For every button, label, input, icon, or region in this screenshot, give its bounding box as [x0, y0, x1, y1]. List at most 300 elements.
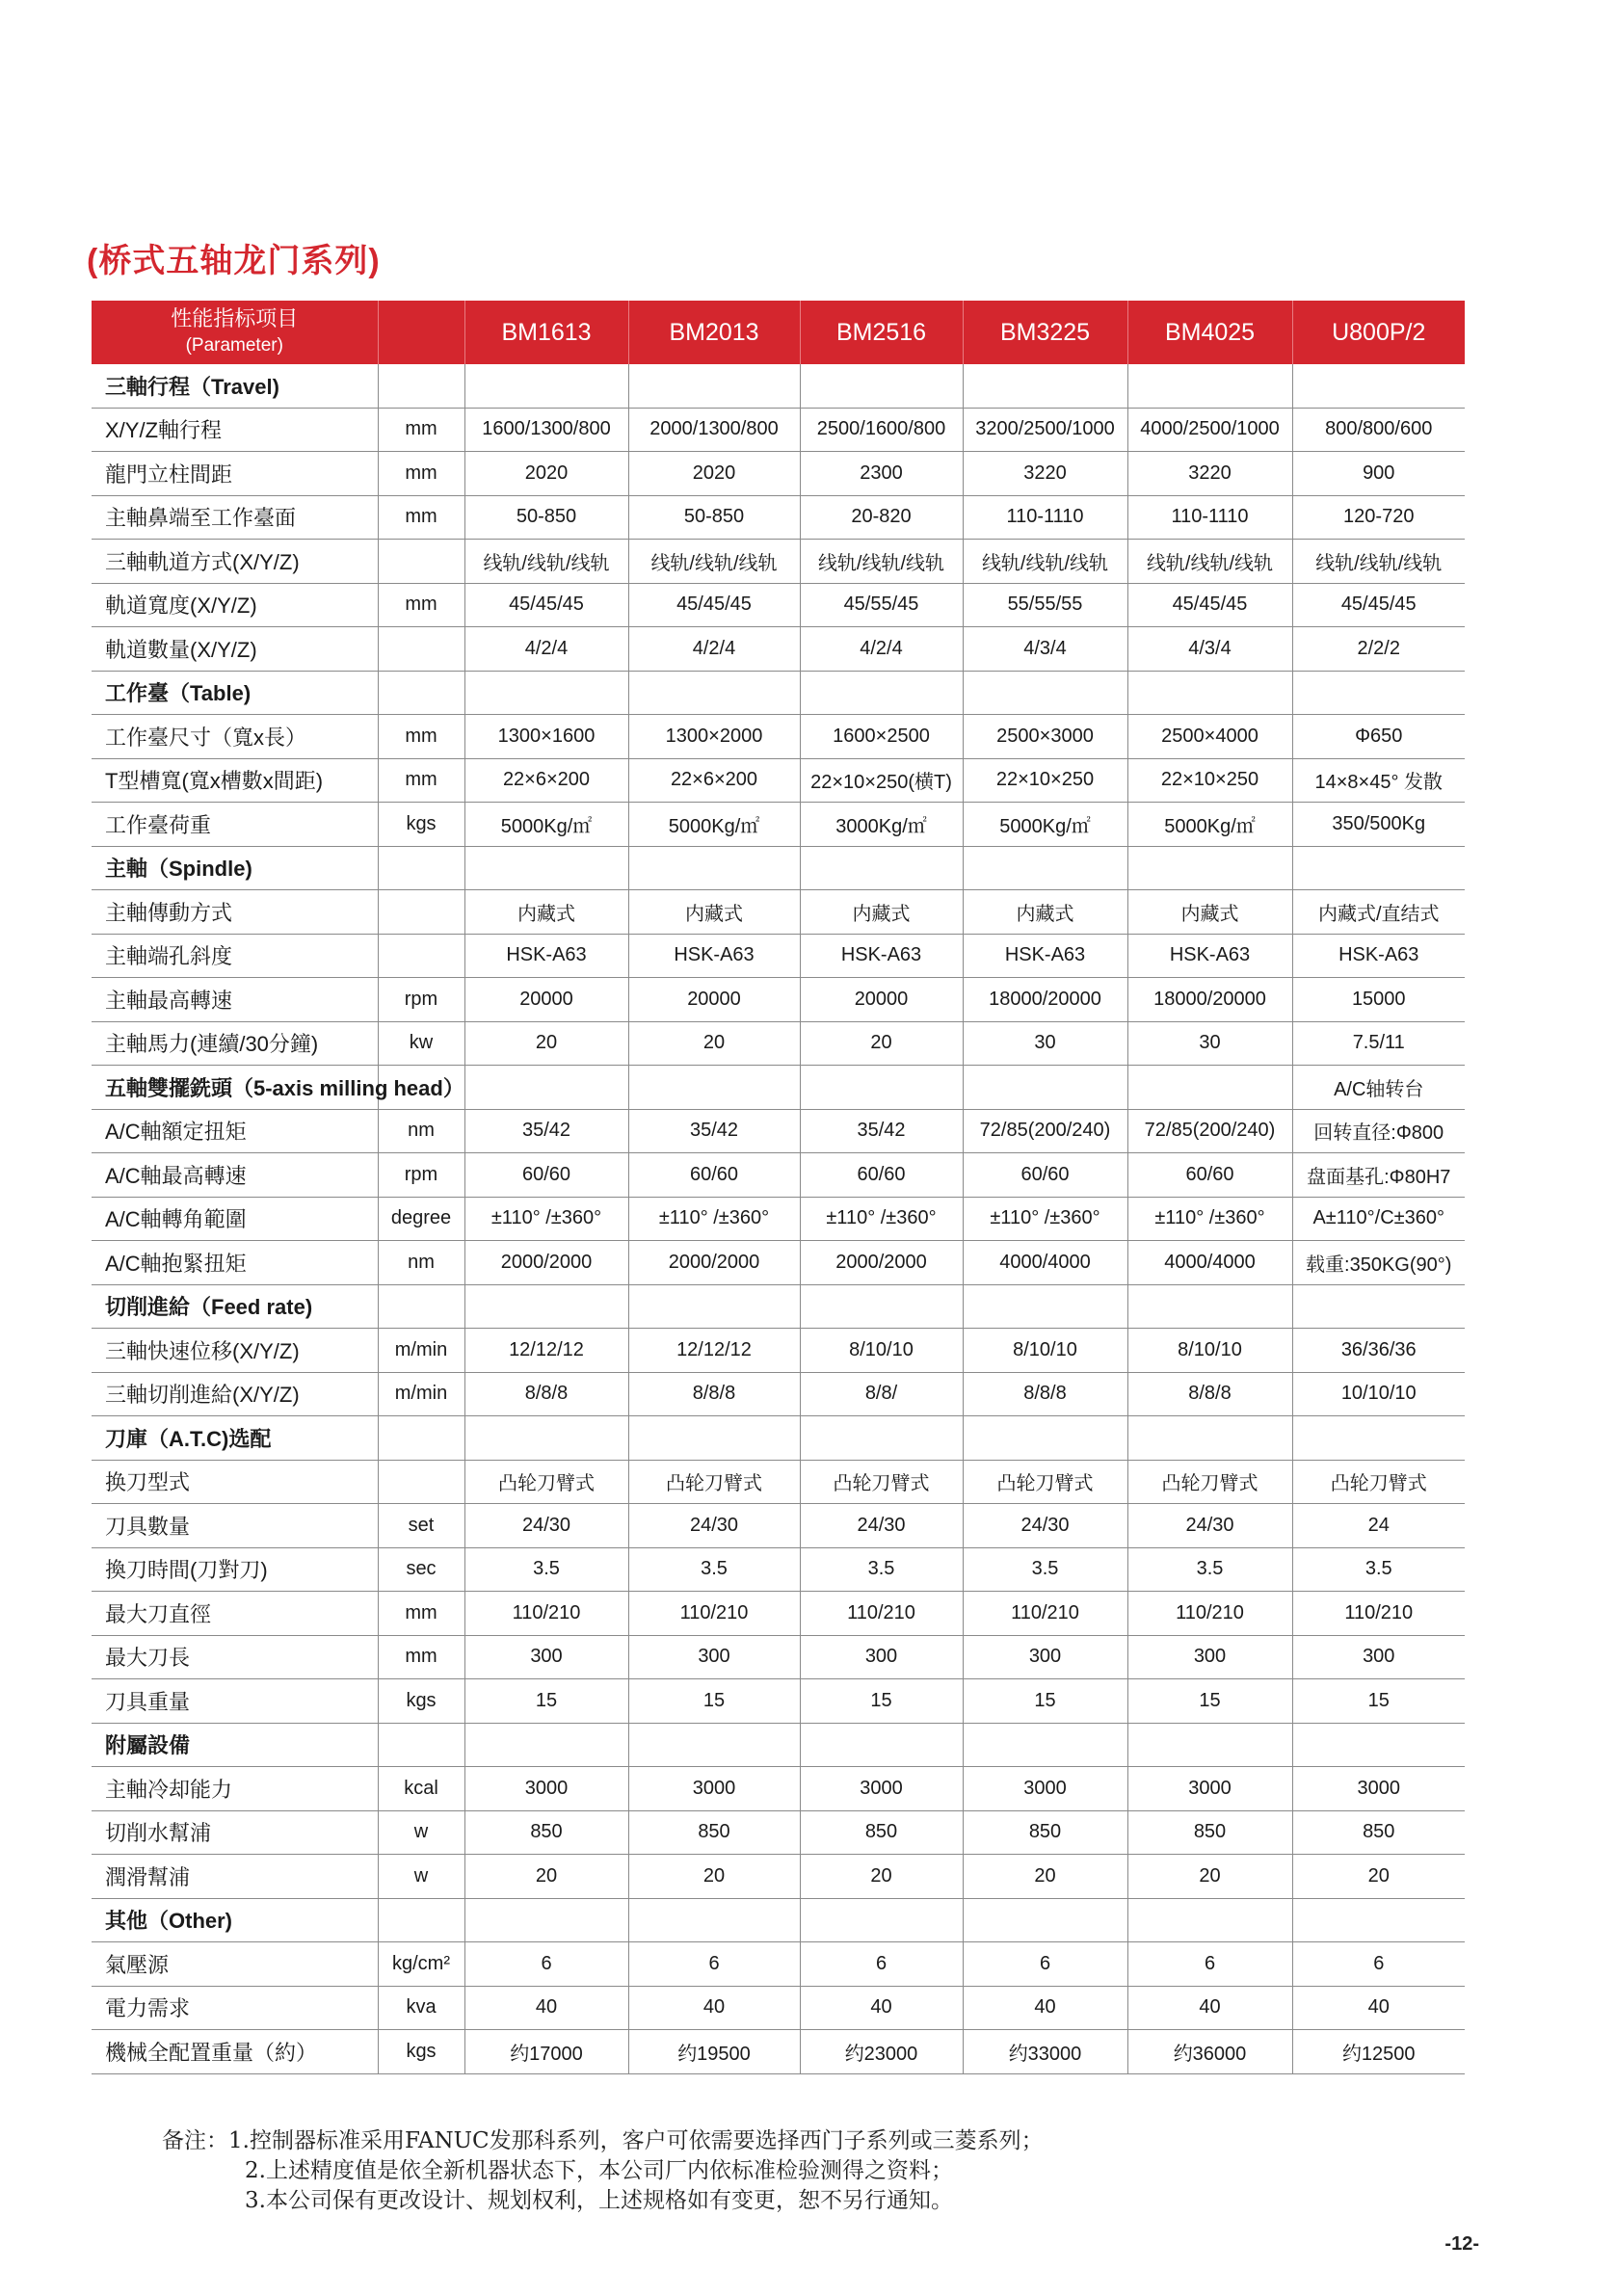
value-cell: 15 [1127, 1679, 1292, 1724]
value-cell: 40 [800, 1986, 963, 2030]
value-cell: 30 [1127, 1021, 1292, 1066]
row-label: 三軸切削進給(X/Y/Z) [92, 1372, 378, 1416]
unit-cell: m/min [378, 1329, 464, 1373]
page-number: -12- [1444, 2233, 1479, 2255]
value-cell [464, 1284, 628, 1329]
value-cell: 线轨/线轨/线轨 [800, 540, 963, 584]
value-cell: 850 [1292, 1810, 1465, 1855]
row-label: 工作臺荷重 [92, 803, 378, 847]
value-cell: 3.5 [628, 1547, 800, 1592]
unit-cell: kva [378, 1986, 464, 2030]
value-cell: 3.5 [1292, 1547, 1465, 1592]
value-cell: 4/2/4 [464, 627, 628, 672]
value-cell: 850 [800, 1810, 963, 1855]
value-cell [1292, 1284, 1465, 1329]
table-row [92, 803, 1465, 847]
value-cell: 6 [628, 1942, 800, 1987]
value-cell: 4000/4000 [1127, 1241, 1292, 1285]
value-cell: 22×10×250 [963, 758, 1127, 803]
value-cell: 110/210 [963, 1592, 1127, 1636]
row-label: 潤滑幫浦 [92, 1855, 378, 1899]
value-cell: 2300 [800, 452, 963, 496]
model-header: U800P/2 [1292, 301, 1465, 364]
value-cell: 6 [1127, 1942, 1292, 1987]
value-cell: HSK-A63 [1127, 934, 1292, 978]
value-cell: 20000 [628, 978, 800, 1022]
value-cell [963, 364, 1127, 408]
value-cell: 线轨/线轨/线轨 [963, 540, 1127, 584]
value-cell: 15 [800, 1679, 963, 1724]
value-cell: 3220 [1127, 452, 1292, 496]
value-cell [628, 1066, 800, 1110]
table-row [92, 1109, 1465, 1153]
value-cell: 3200/2500/1000 [963, 408, 1127, 452]
section-row [92, 1066, 1465, 1110]
value-cell: 22×10×250 [1127, 758, 1292, 803]
value-cell: 盘面基孔:Φ80H7 [1292, 1153, 1465, 1198]
value-cell: 2000/2000 [628, 1241, 800, 1285]
value-cell: 22×6×200 [628, 758, 800, 803]
unit-cell: kgs [378, 803, 464, 847]
value-cell: 40 [464, 1986, 628, 2030]
value-cell: 45/45/45 [1127, 583, 1292, 627]
value-cell [1292, 1416, 1465, 1461]
value-cell [1292, 671, 1465, 715]
value-cell: 20000 [800, 978, 963, 1022]
value-cell: A±110°/C±360° [1292, 1197, 1465, 1241]
value-cell: 4/2/4 [628, 627, 800, 672]
section-label: 附屬設備 [92, 1723, 378, 1767]
value-cell [464, 1416, 628, 1461]
value-cell [963, 1284, 1127, 1329]
value-cell: 内藏式/直结式 [1292, 890, 1465, 935]
value-cell: 约19500 [628, 2030, 800, 2074]
unit-cell [378, 540, 464, 584]
notes [162, 2126, 1044, 2216]
value-cell [1292, 1723, 1465, 1767]
row-label: 最大刀長 [92, 1635, 378, 1679]
unit-cell: mm [378, 1592, 464, 1636]
unit-cell: kw [378, 1021, 464, 1066]
value-cell: 45/55/45 [800, 583, 963, 627]
note-line: 2.上述精度值是依全新机器状态下，本公司厂内依标准检验测得之资料； [245, 2158, 953, 2183]
row-label: 刀具重量 [92, 1679, 378, 1724]
value-cell [1127, 1898, 1292, 1942]
unit-cell: mm [378, 408, 464, 452]
value-cell: 60/60 [628, 1153, 800, 1198]
value-cell [464, 846, 628, 890]
unit-cell: mm [378, 715, 464, 759]
value-cell: 6 [800, 1942, 963, 1987]
value-cell: 20 [800, 1021, 963, 1066]
table-row [92, 1241, 1465, 1285]
value-cell: 3.5 [464, 1547, 628, 1592]
unit-cell: mm [378, 495, 464, 540]
value-cell: 3.5 [1127, 1547, 1292, 1592]
row-label: A/C軸轉角範圍 [92, 1197, 378, 1241]
value-cell: 40 [1292, 1986, 1465, 2030]
unit-cell: w [378, 1810, 464, 1855]
value-cell: 35/42 [628, 1109, 800, 1153]
value-cell: 内藏式 [628, 890, 800, 935]
value-cell: HSK-A63 [800, 934, 963, 978]
value-cell: 8/8/8 [963, 1372, 1127, 1416]
parameter-header-sub: (Parameter) [185, 335, 283, 356]
value-cell: 20 [628, 1021, 800, 1066]
value-cell [800, 1723, 963, 1767]
unit-cell: kg/cm² [378, 1942, 464, 1987]
value-cell: HSK-A63 [1292, 934, 1465, 978]
table-row [92, 715, 1465, 759]
value-cell: 300 [800, 1635, 963, 1679]
value-cell: 15 [464, 1679, 628, 1724]
value-cell: 900 [1292, 452, 1465, 496]
unit-cell: degree [378, 1197, 464, 1241]
unit-cell [378, 1460, 464, 1504]
value-cell: 凸轮刀臂式 [963, 1460, 1127, 1504]
value-cell: 110-1110 [1127, 495, 1292, 540]
notes-prefix: 备注： [162, 2128, 228, 2153]
value-cell: 22×6×200 [464, 758, 628, 803]
row-label: 主軸馬力(連續/30分鐘) [92, 1021, 378, 1066]
value-cell: 3000 [1127, 1767, 1292, 1811]
value-cell: 凸轮刀臂式 [464, 1460, 628, 1504]
table-header-row [92, 301, 1465, 364]
value-cell [628, 671, 800, 715]
row-label: 最大刀直徑 [92, 1592, 378, 1636]
value-cell: 线轨/线轨/线轨 [628, 540, 800, 584]
value-cell: 24/30 [800, 1504, 963, 1548]
page-title: (桥式五轴龙门系列) [87, 243, 381, 279]
table-row [92, 1504, 1465, 1548]
value-cell [1127, 1723, 1292, 1767]
table-row [92, 1767, 1465, 1811]
unit-cell [378, 1416, 464, 1461]
section-label: 三軸行程（Travel) [92, 364, 378, 408]
value-cell: 12/12/12 [464, 1329, 628, 1373]
value-cell: 110/210 [800, 1592, 963, 1636]
section-label: 主軸（Spindle) [92, 846, 378, 890]
section-row [92, 1898, 1465, 1942]
value-cell: 约33000 [963, 2030, 1127, 2074]
value-cell: ±110° /±360° [800, 1197, 963, 1241]
value-cell: 4/3/4 [963, 627, 1127, 672]
value-cell [628, 1723, 800, 1767]
table-row [92, 1547, 1465, 1592]
value-cell [464, 1066, 628, 1110]
value-cell: 3000Kg/㎡ [800, 803, 963, 847]
value-cell: 110/210 [1292, 1592, 1465, 1636]
table-row [92, 1635, 1465, 1679]
value-cell [1127, 364, 1292, 408]
value-cell: 8/10/10 [963, 1329, 1127, 1373]
table-row [92, 1855, 1465, 1899]
value-cell: 30 [963, 1021, 1127, 1066]
value-cell: 20-820 [800, 495, 963, 540]
value-cell: 5000Kg/㎡ [963, 803, 1127, 847]
row-label: 三軸快速位移(X/Y/Z) [92, 1329, 378, 1373]
value-cell: 2000/2000 [800, 1241, 963, 1285]
value-cell: 2500×4000 [1127, 715, 1292, 759]
unit-cell: sec [378, 1547, 464, 1592]
row-label: 主軸冷却能力 [92, 1767, 378, 1811]
value-cell: 内藏式 [464, 890, 628, 935]
row-label: 刀具數量 [92, 1504, 378, 1548]
table-row [92, 1197, 1465, 1241]
value-cell [800, 671, 963, 715]
value-cell: 300 [1292, 1635, 1465, 1679]
value-cell: 载重:350KG(90°) [1292, 1241, 1465, 1285]
value-cell: 18000/20000 [963, 978, 1127, 1022]
value-cell: 300 [1127, 1635, 1292, 1679]
row-label: 氣壓源 [92, 1942, 378, 1987]
value-cell: 35/42 [464, 1109, 628, 1153]
value-cell: 40 [628, 1986, 800, 2030]
table-row [92, 1021, 1465, 1066]
row-label: 軌道寬度(X/Y/Z) [92, 583, 378, 627]
row-label: 主軸最高轉速 [92, 978, 378, 1022]
table-row [92, 1592, 1465, 1636]
value-cell: 20 [464, 1855, 628, 1899]
value-cell [464, 364, 628, 408]
value-cell [628, 364, 800, 408]
value-cell: 850 [1127, 1810, 1292, 1855]
value-cell: 15 [1292, 1679, 1465, 1724]
value-cell: 800/800/600 [1292, 408, 1465, 452]
section-label: 切削進給（Feed rate) [92, 1284, 378, 1329]
value-cell [800, 1066, 963, 1110]
value-cell: 35/42 [800, 1109, 963, 1153]
unit-cell: nm [378, 1109, 464, 1153]
row-label: 軌道數量(X/Y/Z) [92, 627, 378, 672]
table-row [92, 495, 1465, 540]
value-cell: 45/45/45 [1292, 583, 1465, 627]
value-cell: 8/8/8 [1127, 1372, 1292, 1416]
value-cell: 24/30 [628, 1504, 800, 1548]
value-cell: 110-1110 [963, 495, 1127, 540]
value-cell: 15000 [1292, 978, 1465, 1022]
value-cell: 110/210 [628, 1592, 800, 1636]
value-cell: 15 [628, 1679, 800, 1724]
value-cell: 36/36/36 [1292, 1329, 1465, 1373]
value-cell [628, 1898, 800, 1942]
value-cell: 300 [464, 1635, 628, 1679]
value-cell: 线轨/线轨/线轨 [1292, 540, 1465, 584]
value-cell: 5000Kg/㎡ [1127, 803, 1292, 847]
value-cell: 6 [464, 1942, 628, 1987]
section-row [92, 846, 1465, 890]
row-label: 機械全配置重量（約） [92, 2030, 378, 2074]
value-cell: 72/85(200/240) [963, 1109, 1127, 1153]
value-cell: 8/8/8 [628, 1372, 800, 1416]
row-label: A/C軸抱緊扭矩 [92, 1241, 378, 1285]
value-cell [1127, 671, 1292, 715]
value-cell [1127, 1066, 1292, 1110]
model-header: BM2013 [628, 301, 800, 364]
row-label: 工作臺尺寸（寬x長） [92, 715, 378, 759]
unit-cell [378, 1898, 464, 1942]
value-cell [963, 1898, 1127, 1942]
parameter-header [92, 301, 378, 364]
value-cell: 约12500 [1292, 2030, 1465, 2074]
value-cell: 300 [628, 1635, 800, 1679]
value-cell: 约23000 [800, 2030, 963, 2074]
section-row [92, 364, 1465, 408]
value-cell: 4000/2500/1000 [1127, 408, 1292, 452]
row-label: 主軸傳動方式 [92, 890, 378, 935]
value-cell: 5000Kg/㎡ [464, 803, 628, 847]
section-row [92, 671, 1465, 715]
table-row [92, 1942, 1465, 1987]
section-label: 其他（Other) [92, 1898, 378, 1942]
unit-cell: kgs [378, 2030, 464, 2074]
value-cell: 110/210 [464, 1592, 628, 1636]
value-cell: 4/3/4 [1127, 627, 1292, 672]
value-cell: 110/210 [1127, 1592, 1292, 1636]
value-cell: 3220 [963, 452, 1127, 496]
value-cell: 1300×1600 [464, 715, 628, 759]
value-cell: 20 [963, 1855, 1127, 1899]
unit-cell: mm [378, 758, 464, 803]
unit-cell: mm [378, 1635, 464, 1679]
unit-cell [378, 364, 464, 408]
value-cell: 1300×2000 [628, 715, 800, 759]
table-row [92, 408, 1465, 452]
table-row [92, 934, 1465, 978]
row-label: 電力需求 [92, 1986, 378, 2030]
spec-table [92, 301, 1465, 2074]
value-cell [1292, 1898, 1465, 1942]
table-row [92, 2030, 1465, 2074]
note-line [162, 2126, 1044, 2156]
value-cell: 20000 [464, 978, 628, 1022]
value-cell: HSK-A63 [963, 934, 1127, 978]
value-cell: 内藏式 [800, 890, 963, 935]
value-cell: 2500/1600/800 [800, 408, 963, 452]
value-cell [1292, 846, 1465, 890]
value-cell: ±110° /±360° [963, 1197, 1127, 1241]
value-cell: 24 [1292, 1504, 1465, 1548]
value-cell: 凸轮刀臂式 [628, 1460, 800, 1504]
value-cell [464, 671, 628, 715]
row-label: 換刀時間(刀對刀) [92, 1547, 378, 1592]
value-cell: 3000 [800, 1767, 963, 1811]
value-cell: 约36000 [1127, 2030, 1292, 2074]
value-cell: 凸轮刀臂式 [1127, 1460, 1292, 1504]
value-cell: 2500×3000 [963, 715, 1127, 759]
row-label: X/Y/Z軸行程 [92, 408, 378, 452]
value-cell: 10/10/10 [1292, 1372, 1465, 1416]
value-cell: 2020 [464, 452, 628, 496]
note-text: 1.控制器标准采用FANUC发那科系列，客户可依需要选择西门子系列或三菱系列； [228, 2128, 1044, 2153]
value-cell: 3000 [1292, 1767, 1465, 1811]
row-label: 换刀型式 [92, 1460, 378, 1504]
value-cell: 40 [963, 1986, 1127, 2030]
model-header: BM2516 [800, 301, 963, 364]
value-cell: 线轨/线轨/线轨 [1127, 540, 1292, 584]
unit-cell [378, 627, 464, 672]
value-cell: 18000/20000 [1127, 978, 1292, 1022]
value-cell [628, 1416, 800, 1461]
section-row [92, 1284, 1465, 1329]
value-cell: 60/60 [1127, 1153, 1292, 1198]
model-header: BM4025 [1127, 301, 1292, 364]
value-cell: 1600×2500 [800, 715, 963, 759]
table-row [92, 1986, 1465, 2030]
value-cell: 55/55/55 [963, 583, 1127, 627]
table-row [92, 1460, 1465, 1504]
table-row [92, 1810, 1465, 1855]
model-header: BM3225 [963, 301, 1127, 364]
value-cell [1127, 1416, 1292, 1461]
value-cell: 凸轮刀臂式 [1292, 1460, 1465, 1504]
value-cell: 4/2/4 [800, 627, 963, 672]
value-cell [800, 1416, 963, 1461]
value-cell: 1600/1300/800 [464, 408, 628, 452]
section-label: 刀庫（A.T.C)选配 [92, 1416, 378, 1461]
value-cell: 120-720 [1292, 495, 1465, 540]
value-cell: 24/30 [1127, 1504, 1292, 1548]
model-header: BM1613 [464, 301, 628, 364]
value-cell [800, 1898, 963, 1942]
value-cell [963, 1416, 1127, 1461]
row-label: A/C軸最高轉速 [92, 1153, 378, 1198]
value-cell: 20 [1292, 1855, 1465, 1899]
value-cell [464, 1723, 628, 1767]
value-cell: 回转直径:Φ800 [1292, 1109, 1465, 1153]
value-cell: 3000 [464, 1767, 628, 1811]
table-row [92, 1679, 1465, 1724]
value-cell: 凸轮刀臂式 [800, 1460, 963, 1504]
unit-cell [378, 671, 464, 715]
value-cell: 2/2/2 [1292, 627, 1465, 672]
unit-cell [378, 934, 464, 978]
parameter-header-label: 性能指标项目 [171, 306, 299, 330]
value-cell: A/C轴转台 [1292, 1066, 1465, 1110]
value-cell: 内藏式 [1127, 890, 1292, 935]
value-cell: Φ650 [1292, 715, 1465, 759]
row-label: 主軸端孔斜度 [92, 934, 378, 978]
value-cell: 2000/1300/800 [628, 408, 800, 452]
note-line: 3.本公司保有更改设计、规划权利，上述规格如有变更，恕不另行通知。 [245, 2188, 953, 2213]
table-row [92, 1153, 1465, 1198]
table-row [92, 978, 1465, 1022]
value-cell: 850 [464, 1810, 628, 1855]
table-row [92, 1372, 1465, 1416]
value-cell: 线轨/线轨/线轨 [464, 540, 628, 584]
value-cell: 3.5 [963, 1547, 1127, 1592]
section-label: 五軸雙擺銑頭（5-axis milling head） [92, 1066, 378, 1110]
value-cell: 8/10/10 [1127, 1329, 1292, 1373]
value-cell: 45/45/45 [628, 583, 800, 627]
table-row [92, 452, 1465, 496]
value-cell: 72/85(200/240) [1127, 1109, 1292, 1153]
value-cell [628, 846, 800, 890]
value-cell [963, 846, 1127, 890]
value-cell [464, 1898, 628, 1942]
value-cell: 3000 [963, 1767, 1127, 1811]
value-cell: 内藏式 [963, 890, 1127, 935]
row-label: 主軸鼻端至工作臺面 [92, 495, 378, 540]
value-cell: 8/10/10 [800, 1329, 963, 1373]
value-cell: 350/500Kg [1292, 803, 1465, 847]
value-cell: 850 [963, 1810, 1127, 1855]
section-row [92, 1723, 1465, 1767]
value-cell: 2000/2000 [464, 1241, 628, 1285]
unit-cell: mm [378, 452, 464, 496]
value-cell: 60/60 [464, 1153, 628, 1198]
value-cell: 45/45/45 [464, 583, 628, 627]
